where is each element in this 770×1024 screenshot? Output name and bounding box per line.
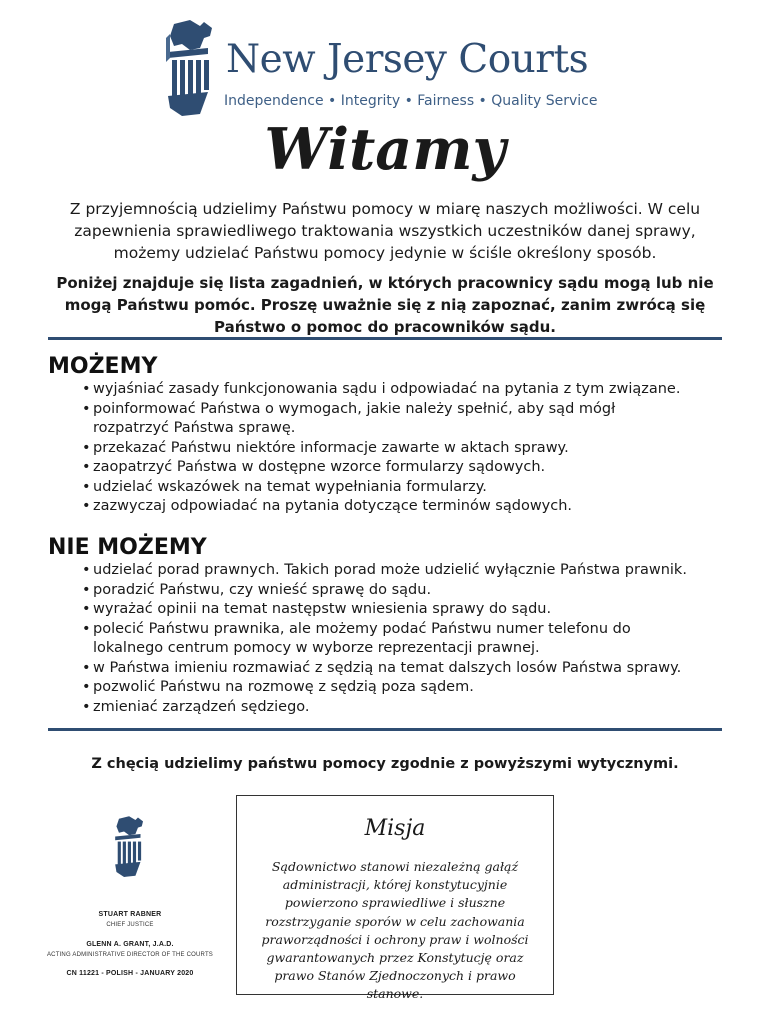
- list-item: • poradzić Państwu, czy wnieść sprawę do sądu.: [82, 581, 732, 601]
- list-item: • polecić Państwu prawnika, ale możemy podać Państwu numer telefonu do lokalnego centrum pomocy w wyborze reprezentacji prawnej.: [82, 620, 673, 659]
- list-item: • wyrażać opinii na temat następstw wniesienia sprawy do sądu.: [82, 600, 732, 620]
- intro-bold-paragraph: Poniżej znajduje się lista zagadnień, w których pracownicy sądu mogą lub nie mogą Państwu pomóc. Proszę uważnie się z nią zapoznać, zanim zwrócą się Państwo o pomoc do pracowników sądu.: [56, 274, 714, 336]
- nj-courts-small-logo-icon: [110, 815, 152, 877]
- divider-top: [48, 337, 722, 340]
- intro-paragraph: Z przyjemnością udzielimy Państwu pomocy w miarę naszych możliwości. W celu zapewnienia sprawiedliwego traktowania wszystkich uczestników danej sprawy, możemy udzielać Państwu pomocy jedynie w ściśle określony sposób.: [69, 200, 701, 262]
- list-item: • wyjaśniać zasady funkcjonowania sądu i odpowiadać na pytania z tym związane.: [82, 380, 732, 400]
- divider-bottom: [48, 728, 722, 731]
- director-title: ACTING ADMINISTRATIVE DIRECTOR OF THE COURTS: [46, 952, 214, 958]
- page-title: Witamy: [264, 116, 506, 183]
- cannot-heading: NIE MOŻEMY: [48, 535, 207, 560]
- form-code: CN 11221 - POLISH - JANUARY 2020: [66, 970, 194, 977]
- list-item: • poinformować Państwa o wymogach, jakie należy spełnić, aby sąd mógł rozpatrzyć Państwa sprawę.: [82, 400, 653, 439]
- mission-text: Sądownictwo stanowi niezależną gałąź administracji, której konstytucyjnie powierzono sprawiedliwe i słuszne rozstrzyganie sporów w celu zachowania praworządności i ochrony praw i wolności gwarantowanych przez Konstytucję oraz prawo Stanów Zjednoczonych i prawo stanowe.: [261, 859, 529, 1002]
- chief-justice-name: STUART RABNER: [98, 911, 162, 918]
- tagline: Independence • Integrity • Fairness • Quality Service: [224, 93, 598, 109]
- list-item: • pozwolić Państwu na rozmowę z sędzią poza sądem.: [82, 678, 732, 698]
- org-name: New Jersey Courts: [226, 37, 589, 82]
- list-item: • zaopatrzyć Państwa w dostępne wzorce formularzy sądowych.: [82, 458, 732, 478]
- chief-justice-title: CHIEF JUSTICE: [106, 922, 154, 928]
- cannot-list: [82, 561, 732, 717]
- list-item: • przekazać Państwu niektóre informacje zawarte w aktach sprawy.: [82, 439, 732, 459]
- mission-title: Misja: [364, 816, 426, 841]
- director-name: GLENN A. GRANT, J.A.D.: [86, 941, 174, 948]
- nj-courts-logo-icon: [160, 18, 226, 116]
- closing-statement: Z chęcią udzielimy państwu pomocy zgodnie z powyższymi wytycznymi.: [91, 756, 679, 772]
- list-item: • w Państwa imieniu rozmawiać z sędzią na temat dalszych losów Państwa sprawy.: [82, 659, 732, 679]
- list-item: • zmieniać zarządzeń sędziego.: [82, 698, 732, 718]
- can-heading: MOŻEMY: [48, 354, 158, 379]
- list-item: • zazwyczaj odpowiadać na pytania dotyczące terminów sądowych.: [82, 497, 732, 517]
- list-item: • udzielać porad prawnych. Takich porad może udzielić wyłącznie Państwa prawnik.: [82, 561, 732, 581]
- list-item: • udzielać wskazówek na temat wypełniania formularzy.: [82, 478, 732, 498]
- can-list: [82, 380, 732, 517]
